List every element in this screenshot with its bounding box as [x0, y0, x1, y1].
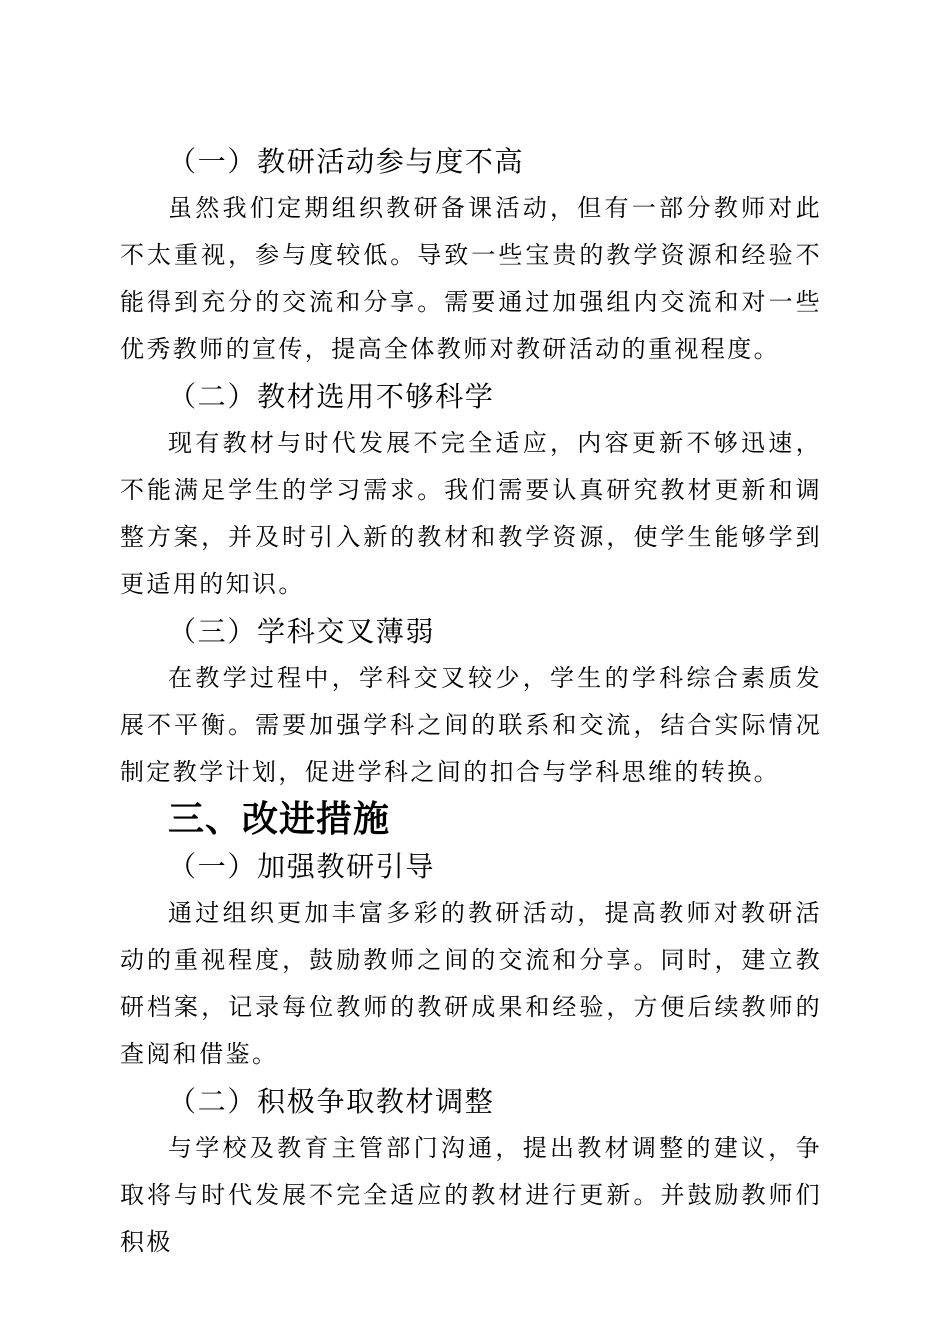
document-page [120, 138, 822, 1266]
heading-improvement-measures: 三、改进措施 [168, 799, 391, 840]
paragraph-strengthen-guidance: 通过组织更加丰富多彩的教研活动，提高教师对教研活动的重视程度，鼓励教师之间的交流和分享。同时，建立教研档案，记录每位教师的教研成果和经验，方便后续教师的查阅和借鉴。 [120, 899, 822, 1068]
subheading-strengthen-guidance: （一）加强教研引导 [168, 850, 436, 883]
paragraph-textbook-selection: 现有教材与时代发展不完全适应，内容更新不够迅速，不能满足学生的学习需求。我们需要认真研究教材更新和调整方案，并及时引入新的教材和教学资源，使学生能够学到更适用的知识。 [120, 429, 822, 598]
paragraph-interdisciplinary: 在教学过程中，学科交叉较少，学生的学科综合素质发展不平衡。需要加强学科之间的联系和交流，结合实际情况制定教学计划，促进学科之间的扣合与学科思维的转换。 [120, 664, 822, 786]
subheading-participation: （一）教研活动参与度不高 [168, 145, 525, 178]
paragraph-participation: 虽然我们定期组织教研备课活动，但有一部分教师对此不太重视，参与度较低。导致一些宝贵的教学资源和经验不能得到充分的交流和分享。需要通过加强组内交流和对一些优秀教师的宣传，提高全体教师对教研活动的重视程度。 [120, 194, 822, 363]
subheading-textbook-adjustment: （二）积极争取教材调整 [168, 1085, 495, 1118]
subheading-interdisciplinary: （三）学科交叉薄弱 [168, 615, 436, 648]
subheading-textbook-selection: （二）教材选用不够科学 [168, 380, 495, 413]
paragraph-textbook-adjustment: 与学校及教育主管部门沟通，提出教材调整的建议，争取将与时代发展不完全适应的教材进行更新。并鼓励教师们积极 [120, 1134, 822, 1256]
